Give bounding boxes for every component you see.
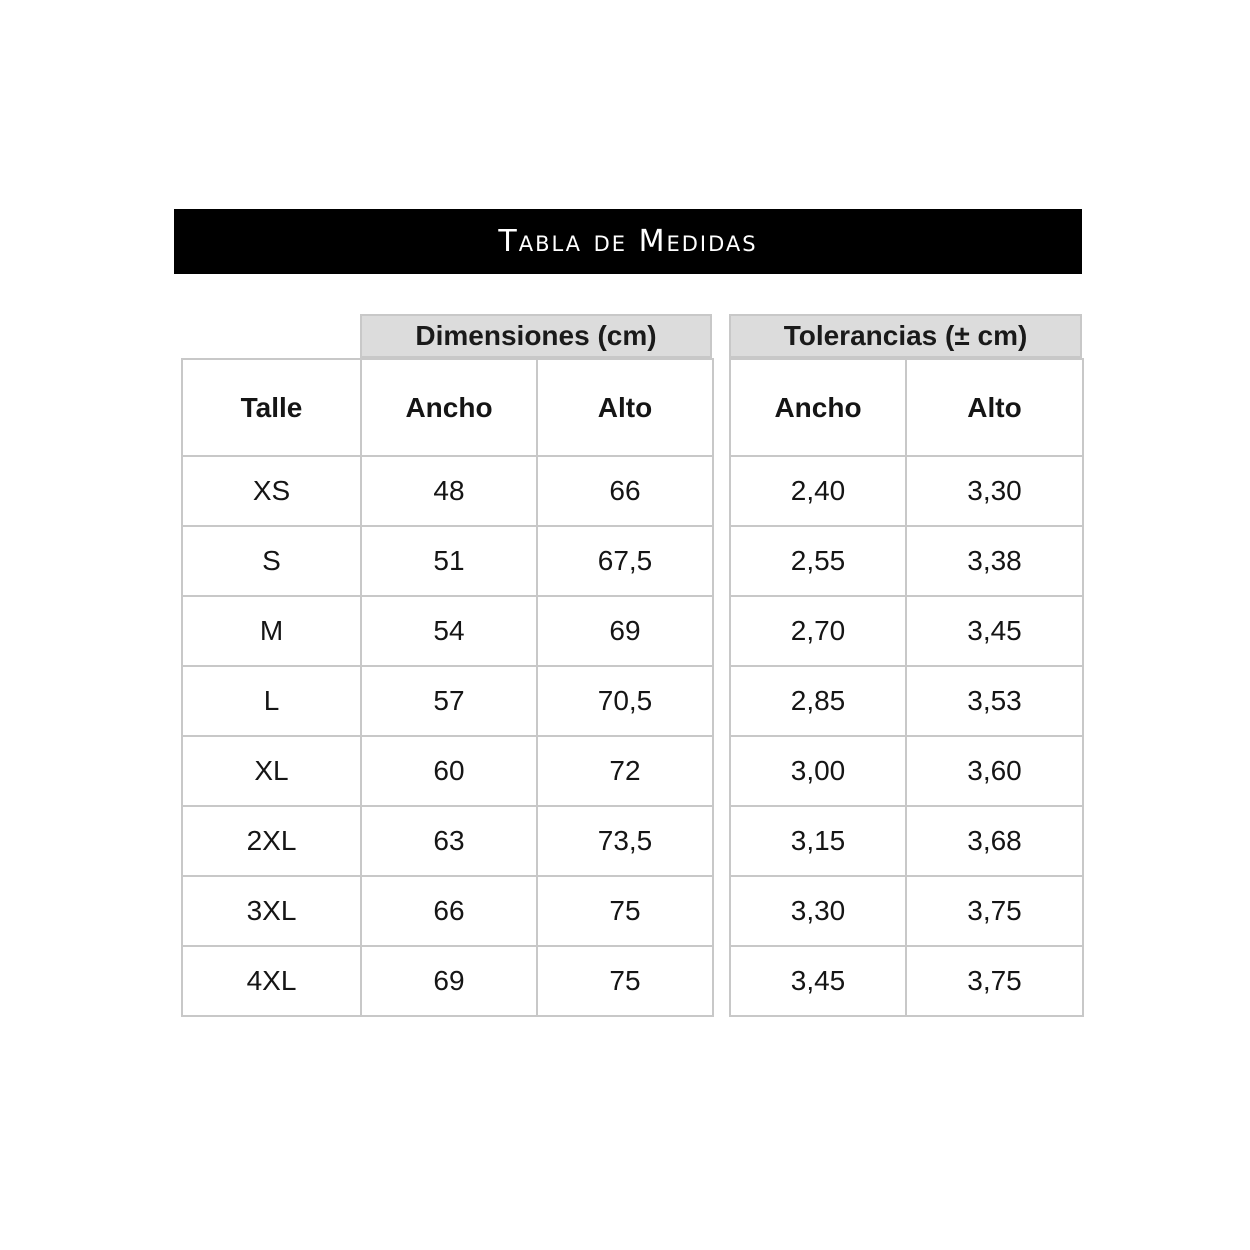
dim-height-cell: 73,5: [537, 806, 713, 876]
size-cell: S: [182, 526, 361, 596]
page-title: Tabla de Medidas: [498, 224, 758, 259]
table-row: [182, 666, 713, 736]
table-row: [182, 946, 713, 1016]
table-row: [182, 806, 713, 876]
dim-height-cell: 67,5: [537, 526, 713, 596]
dim-height-cell: 70,5: [537, 666, 713, 736]
dim-width-cell: 57: [361, 666, 537, 736]
size-cell: L: [182, 666, 361, 736]
title-bar: [174, 209, 1082, 274]
table-row: [730, 876, 1083, 946]
tol-width-cell: 3,30: [730, 876, 906, 946]
table-row: [730, 806, 1083, 876]
table-row: [730, 946, 1083, 1016]
tol-height-cell: 3,38: [906, 526, 1083, 596]
dim-height-column-header: Alto: [537, 359, 713, 456]
size-column-header: Talle: [182, 359, 361, 456]
dim-width-cell: 60: [361, 736, 537, 806]
dimensions-table: [181, 358, 714, 1017]
tol-height-cell: 3,53: [906, 666, 1083, 736]
tol-width-cell: 2,55: [730, 526, 906, 596]
size-cell: M: [182, 596, 361, 666]
table-row: [730, 456, 1083, 526]
table-row: [182, 876, 713, 946]
tolerances-group-header: Tolerancias (± cm): [729, 314, 1082, 358]
dim-height-cell: 66: [537, 456, 713, 526]
dim-width-column-header: Ancho: [361, 359, 537, 456]
table-row: [182, 456, 713, 526]
table-row: [730, 596, 1083, 666]
dimensions-group-header: Dimensiones (cm): [360, 314, 712, 358]
table-row: [730, 666, 1083, 736]
tolerances-table: [729, 358, 1084, 1017]
tol-width-cell: 3,15: [730, 806, 906, 876]
tol-width-cell: 3,00: [730, 736, 906, 806]
tol-height-column-header: Alto: [906, 359, 1083, 456]
dim-width-cell: 66: [361, 876, 537, 946]
dim-width-cell: 54: [361, 596, 537, 666]
table-row: [182, 736, 713, 806]
table-row: [730, 736, 1083, 806]
size-cell: 4XL: [182, 946, 361, 1016]
dim-height-cell: 75: [537, 946, 713, 1016]
tol-height-cell: 3,45: [906, 596, 1083, 666]
header-row: [182, 359, 713, 456]
tol-width-cell: 2,85: [730, 666, 906, 736]
table-row: [182, 596, 713, 666]
size-cell: 2XL: [182, 806, 361, 876]
dim-width-cell: 69: [361, 946, 537, 1016]
dim-height-cell: 69: [537, 596, 713, 666]
size-cell: 3XL: [182, 876, 361, 946]
size-cell: XL: [182, 736, 361, 806]
table-row: [730, 526, 1083, 596]
header-row: [730, 359, 1083, 456]
tol-width-cell: 2,40: [730, 456, 906, 526]
table-row: [182, 526, 713, 596]
tol-height-cell: 3,75: [906, 876, 1083, 946]
size-cell: XS: [182, 456, 361, 526]
dim-height-cell: 72: [537, 736, 713, 806]
tol-height-cell: 3,68: [906, 806, 1083, 876]
tol-width-cell: 3,45: [730, 946, 906, 1016]
tol-height-cell: 3,30: [906, 456, 1083, 526]
dim-height-cell: 75: [537, 876, 713, 946]
tol-height-cell: 3,75: [906, 946, 1083, 1016]
dim-width-cell: 48: [361, 456, 537, 526]
dim-width-cell: 63: [361, 806, 537, 876]
dim-width-cell: 51: [361, 526, 537, 596]
tol-width-cell: 2,70: [730, 596, 906, 666]
tol-height-cell: 3,60: [906, 736, 1083, 806]
tol-width-column-header: Ancho: [730, 359, 906, 456]
